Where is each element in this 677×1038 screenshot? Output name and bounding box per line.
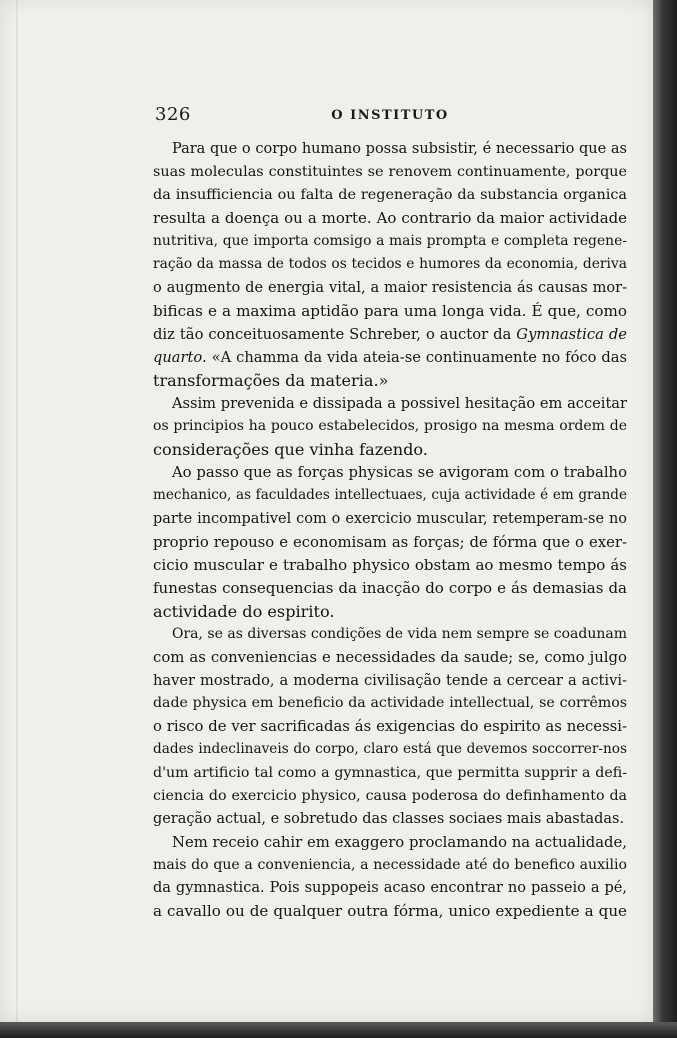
line-text: da insufficiencia ou falta de regeneração da substancia organica (153, 187, 627, 204)
text-line (153, 138, 627, 161)
line-text: com as conveniencias e necessidades da saude; se, como julgo (153, 648, 627, 667)
line-text: nutritiva, que importa comsigo a mais prompta e completa regene- (153, 233, 627, 250)
text-line (153, 900, 627, 923)
page-edge-right (653, 0, 677, 1038)
line-text: d'um artificio tal como a gymnastica, que permitta supprir a defi- (153, 764, 627, 781)
line-text: geração actual, e sobretudo das classes sociaes mais abastadas. (153, 810, 625, 827)
line-text: Ao passo que as forças physicas se avigoram com o trabalho (172, 464, 627, 482)
text-line (153, 161, 627, 184)
text-line (153, 508, 627, 531)
text-line (153, 738, 627, 761)
text-line (153, 831, 627, 854)
line-text: Ora, se as diversas condições de vida nem sempre se coadunam (172, 625, 627, 642)
line-text: diz tão conceituosamente Schreber, o auctor da (153, 325, 512, 343)
text-line (153, 600, 627, 623)
text-line (153, 415, 627, 438)
binding-shadow (16, 0, 18, 1022)
text-line (153, 369, 627, 392)
line-text: os principios ha pouco estabelecidos, prosigo na mesma ordem de (153, 418, 627, 435)
text-line (153, 854, 627, 877)
line-text: da gymnastica. Pois suppореis acaso encontrar no passeio a pé, (153, 880, 627, 896)
text-line (153, 300, 627, 323)
text-line (153, 623, 627, 646)
text-line (153, 646, 627, 669)
line-text: o augmento de energia vital, a maior resistencia ás causas mor- (153, 279, 627, 296)
page-number: 326 (155, 104, 191, 125)
line-text: mechanico, as faculdades intellectuaes, cuja actividade é em grande (153, 487, 627, 504)
line-text: parte incompativel com o exercicio muscular, retemperam-se no (153, 510, 627, 527)
text-line (153, 253, 627, 276)
text-line (153, 392, 627, 415)
italic-title: quarto. (153, 348, 207, 366)
text-line (153, 785, 627, 808)
line-text: Assim prevenida e dissipada a possivel hesitação em acceitar (172, 395, 627, 413)
line-text: ração da massa de todos os tecidos e humores da economia, deriva (153, 256, 627, 273)
line-text: transformações da materia.» (153, 370, 389, 390)
line-text: actividade do espirito. (153, 601, 335, 621)
text-line (153, 346, 627, 369)
line-text: ciencia do exercicio physico, causa poderosa do definhamento da (153, 787, 627, 804)
line-text: suas moleculas constituintes se renovem continuamente, porque (153, 164, 627, 181)
text-line (153, 277, 627, 300)
line-text: funestas consequencias da inacção do corpo e ás demasias da (153, 578, 627, 597)
line-text: dade physica em beneficio da actividade intellectual, se corrêmos (153, 695, 627, 712)
italic-title: Gymnastica de (516, 325, 627, 343)
line-text: «A chamma da vida ateia-se continuamente no fóco das (211, 348, 627, 366)
text-line (153, 484, 627, 507)
text-line (153, 461, 627, 484)
line-text: resulta a doença ou a morte. Ao contrario da maior actividade (153, 209, 627, 228)
line-text: mais do que a conveniencia, a necessidade até do benefico auxilio (153, 856, 627, 873)
text-line (153, 554, 627, 577)
running-head (155, 104, 625, 126)
text-line (153, 669, 627, 692)
line-text: dades indeclinaveis do corpo, claro está que devemos soccorrer-nos (153, 741, 627, 758)
text-line (153, 762, 627, 785)
text-line (153, 323, 627, 346)
line-text: cicio muscular e trabalho physico obstam ao mesmo tempo ás (153, 555, 627, 574)
line-text: bificas e a maxima aptidão para uma longa vida. É que, como (153, 301, 627, 320)
text-line (153, 877, 627, 900)
text-line (153, 808, 627, 831)
text-line (153, 438, 627, 461)
text-line (153, 531, 627, 554)
line-text: Nem receio cahir em exaggero proclamando na actualidade, (172, 833, 627, 851)
line-text: Para que o corpo humano possa subsistir, é necessario que as (172, 141, 627, 157)
running-title: O INSTITUTO (331, 108, 449, 123)
text-line (153, 577, 627, 600)
line-text: proprio repouso e economisam as forças; de fórma que o exer- (153, 532, 627, 551)
text-line (153, 715, 627, 738)
text-line (153, 230, 627, 253)
page-edge-bottom (0, 1022, 677, 1038)
text-line (153, 692, 627, 715)
line-text: a cavallo ou de qualquer outra fórma, unico expediente a que (153, 902, 627, 921)
line-text: haver mostrado, a moderna civilisação tende a cercear a activi- (153, 672, 627, 690)
text-line (153, 184, 627, 207)
line-text: considerações que vinha fazendo. (153, 440, 428, 460)
body-text (153, 138, 627, 923)
line-text: o risco de ver sacrificadas ás exigencias do espirito as necessi- (153, 718, 627, 736)
text-line (153, 207, 627, 230)
